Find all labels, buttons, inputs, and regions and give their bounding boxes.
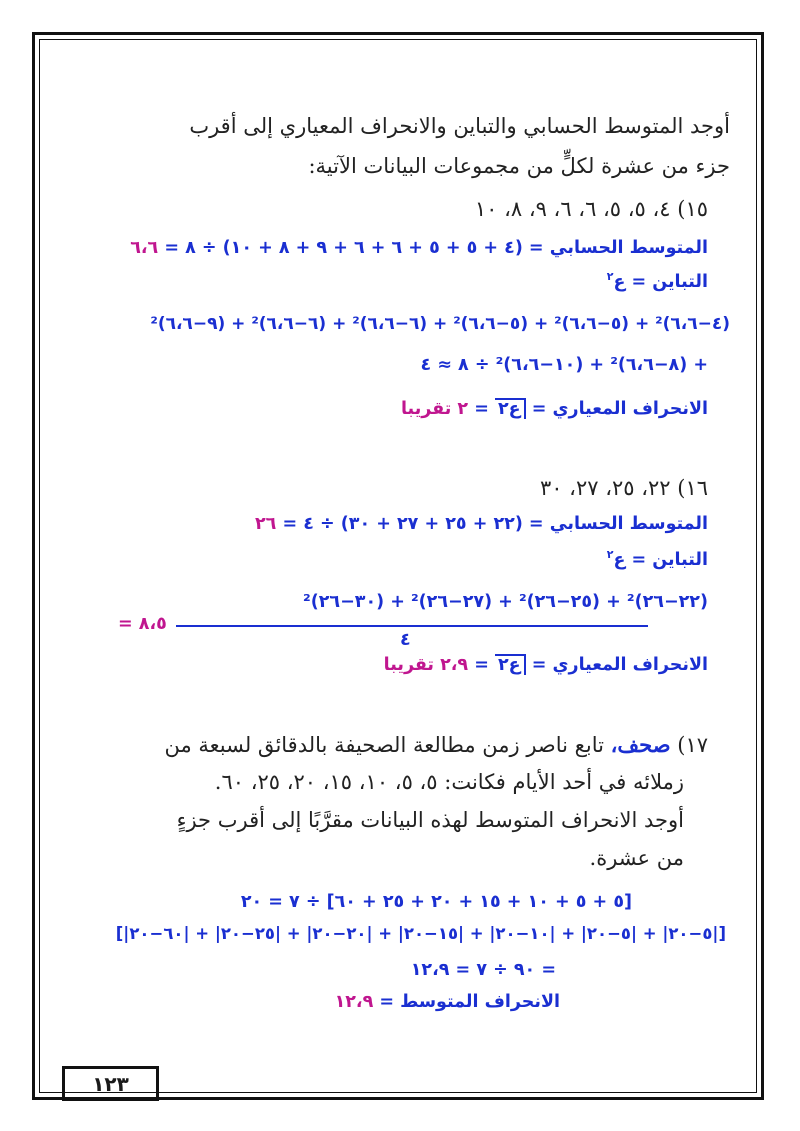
q15-std-label: الانحراف المعياري = xyxy=(525,399,708,419)
q15-number: ١٥) xyxy=(677,197,708,221)
q17-mad-value: ١٢،٩ xyxy=(334,992,374,1012)
q15-variance-row-2: + (٨−٦،٦)² + (١٠−٦،٦)² ÷ ٨ ≈ ٤ xyxy=(420,355,708,375)
q15-variance-label xyxy=(607,270,708,292)
intro-line-1: أوجد المتوسط الحسابي والتباين والانحراف المعياري إلى أقرب xyxy=(189,114,730,138)
q16-std-eq: = xyxy=(468,655,495,675)
q16-variance-sq: ٢ xyxy=(606,548,614,561)
q16-number: ١٦) xyxy=(677,476,708,500)
q16-std-label: الانحراف المعياري = xyxy=(525,655,708,675)
q17-mad xyxy=(335,992,560,1012)
q17-number: ١٧) xyxy=(677,733,708,757)
q15-mean-value: ٦،٦ xyxy=(130,238,159,258)
q16-std-root: ع٢ xyxy=(495,654,526,675)
q16-mean-value: ٢٦ xyxy=(254,514,277,534)
q17-mad-label: الانحراف المتوسط = xyxy=(373,992,560,1012)
q15-std xyxy=(401,398,708,419)
q16-header xyxy=(540,476,708,500)
q16-fraction-result: = ٨،٥ xyxy=(118,614,167,634)
q17-line-4: من عشرة. xyxy=(589,846,684,870)
q17-line-2: زملائه في أحد الأيام فكانت: ٥، ٥، ١٠، ١٥، ٢٠، ٢٥، ٦٠. xyxy=(214,770,684,794)
q15-std-root: ع٢ xyxy=(495,398,526,419)
q16-mean-label: المتوسط الحسابي = xyxy=(522,514,708,534)
q15-variance-sq: ٢ xyxy=(606,270,614,283)
q15-std-eq: = xyxy=(468,399,495,419)
q16-mean xyxy=(255,514,708,534)
q17-mean-expr: [٥ + ٥ + ١٠ + ١٥ + ٢٠ + ٢٥ + ٦٠] ÷ ٧ = ٢٠ xyxy=(240,892,632,912)
q16-fraction-denominator: ٤ xyxy=(400,630,411,650)
page-number-box xyxy=(62,1066,159,1101)
q16-std-value: ٢،٩ تقريبا xyxy=(383,655,469,675)
q15-data: ٤، ٥، ٥، ٦، ٦، ٩، ٨، ١٠ xyxy=(474,197,671,221)
page-number: ١٢٣ xyxy=(92,1071,129,1096)
q15-mean xyxy=(130,238,708,258)
q16-mean-expr: (٢٢ + ٢٥ + ٢٧ + ٣٠) ÷ ٤ = xyxy=(276,514,523,534)
q17-topic: صحف، xyxy=(610,732,671,757)
q16-std xyxy=(384,654,708,675)
q16-variance-text: التباين = ع xyxy=(613,549,708,570)
q15-variance-row-1: (٤−٦،٦)² + (٥−٦،٦)² + (٥−٦،٦)² + (٦−٦،٦)² + (٦−٦،٦)² + (٩−٦،٦)² xyxy=(150,314,730,334)
q17-abs-expr: [|٥−٢٠| + |٥−٢٠| + |١٠−٢٠| + |١٥−٢٠| + |٢٠−٢٠| + |٢٥−٢٠| + |٦٠−٢٠|] xyxy=(115,924,726,943)
q15-std-value: ٢ تقريبا xyxy=(400,399,469,419)
q15-variance-text: التباين = ع xyxy=(613,271,708,292)
q16-variance-label xyxy=(607,548,708,570)
q16-fraction-numerator: (٢٢−٢٦)² + (٢٥−٢٦)² + (٢٧−٢٦)² + (٣٠−٢٦)² xyxy=(303,592,708,612)
q15-mean-expr: (٤ + ٥ + ٥ + ٦ + ٦ + ٩ + ٨ + ١٠) ÷ ٨ = xyxy=(158,238,523,258)
q15-header xyxy=(475,197,708,221)
q17-line-1-text: تابع ناصر زمن مطالعة الصحيفة بالدقائق لسبعة من xyxy=(164,733,604,757)
q17-line-3: أوجد الانحراف المتوسط لهذه البيانات مقرَّبًا إلى أقرب جزءٍ xyxy=(176,808,684,832)
q15-mean-label: المتوسط الحسابي = xyxy=(522,238,708,258)
q16-data: ٢٢، ٢٥، ٢٧، ٣٠ xyxy=(539,476,671,500)
intro-line-2: جزء من عشرة لكلٍّ من مجموعات البيانات الآتية: xyxy=(308,154,730,178)
q16-fraction-bar xyxy=(176,625,648,627)
q17-line-1 xyxy=(164,732,708,757)
q17-result-expr: = ٩٠ ÷ ٧ = ١٢،٩ xyxy=(410,960,556,980)
